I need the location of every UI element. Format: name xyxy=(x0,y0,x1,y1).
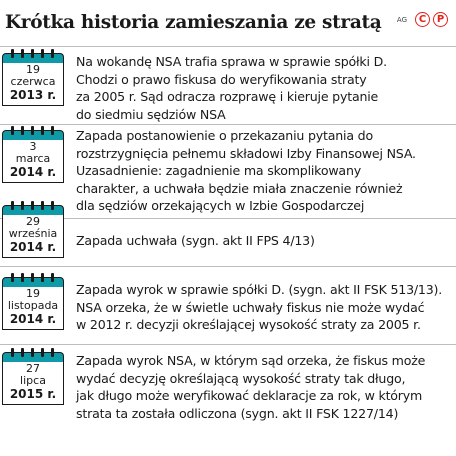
text-line: rozstrzygnięcia pełnemu składowi Izby Finansowej NSA. xyxy=(76,145,416,161)
text-line: strata ta została odliczona (sygn. akt II FSK 1227/14) xyxy=(76,405,399,421)
entry-description xyxy=(76,53,452,123)
date-month: września xyxy=(8,227,58,240)
copyright-mark: C xyxy=(415,12,430,27)
date-month: czerwca xyxy=(10,75,56,88)
calendar-header xyxy=(2,205,64,215)
entry-description xyxy=(76,281,452,334)
text-line: Zapada wyrok NSA, w którym sąd orzeka, że fiskus może xyxy=(76,353,426,368)
calendar-header xyxy=(2,130,64,140)
date-month: lipca xyxy=(20,374,46,387)
publisher-mark: P xyxy=(433,12,448,27)
entry-description xyxy=(76,127,452,215)
divider xyxy=(0,266,456,267)
calendar-date xyxy=(2,215,64,258)
date-year: 2015 r. xyxy=(9,387,57,401)
date-month: marca xyxy=(15,152,51,165)
date-day: 3 xyxy=(29,140,37,153)
text-line: Zapada postanowienie o przekazaniu pytania do xyxy=(76,128,373,143)
calendar-icon xyxy=(2,205,64,258)
date-day: 19 xyxy=(26,63,40,76)
text-line: charakter, a uchwała będzie miała znaczenie również xyxy=(76,180,403,196)
calendar-date xyxy=(2,287,64,330)
page-title: Krótka historia zamieszania ze stratą xyxy=(5,12,382,33)
calendar-date xyxy=(2,140,64,183)
date-year: 2013 r. xyxy=(9,88,57,102)
divider xyxy=(0,124,456,125)
date-month: listopada xyxy=(7,299,59,312)
text-line: Zapada uchwała (sygn. akt II FPS 4/13) xyxy=(76,233,315,248)
divider xyxy=(0,218,456,219)
date-day: 29 xyxy=(26,215,40,228)
calendar-header xyxy=(2,352,64,362)
date-year: 2014 r. xyxy=(9,165,57,179)
credits xyxy=(397,12,448,27)
text-line: w 2012 r. decyzji określającej wysokość straty za 2005 r. xyxy=(76,317,421,332)
text-line: jak długo może weryfikować deklaracje za rok, w którym xyxy=(76,388,423,403)
author-credit: AG xyxy=(396,15,407,24)
calendar-header xyxy=(2,277,64,287)
calendar-icon xyxy=(2,277,64,330)
text-line: Uzasadnienie: zagadnienie ma skomplikowany xyxy=(76,163,361,178)
text-line: za 2005 r. Sąd odracza rozprawę i kieruje pytanie xyxy=(76,89,379,104)
entry-description xyxy=(76,232,452,250)
text-line: dla sędziów orzekających w Izbie Gospodarczej xyxy=(76,198,365,213)
text-line: wydać decyzję określającą wysokość straty tak długo, xyxy=(76,370,406,386)
calendar-header xyxy=(2,53,64,63)
date-day: 19 xyxy=(26,287,40,300)
text-line: Zapada wyrok w sprawie spółki D. (sygn. akt II FSK 513/13). xyxy=(76,282,443,297)
date-year: 2014 r. xyxy=(9,312,57,326)
text-line: Chodzi o prawo fiskusa do weryfikowania straty xyxy=(76,71,367,87)
divider xyxy=(0,344,456,345)
calendar-icon xyxy=(2,352,64,405)
entry-description xyxy=(76,352,452,422)
text-line: do siedmiu sędziów NSA xyxy=(76,106,226,122)
text-line: NSA orzeka, że w świetle uchwały fiskus nie może wydać xyxy=(76,299,425,315)
divider xyxy=(0,46,456,47)
date-year: 2014 r. xyxy=(9,240,57,254)
calendar-icon xyxy=(2,130,64,183)
calendar-icon xyxy=(2,53,64,106)
date-day: 27 xyxy=(26,362,40,375)
text-line: Na wokandę NSA trafia sprawa w sprawie spółki D. xyxy=(76,54,387,69)
calendar-date xyxy=(2,63,64,106)
calendar-date xyxy=(2,362,64,405)
